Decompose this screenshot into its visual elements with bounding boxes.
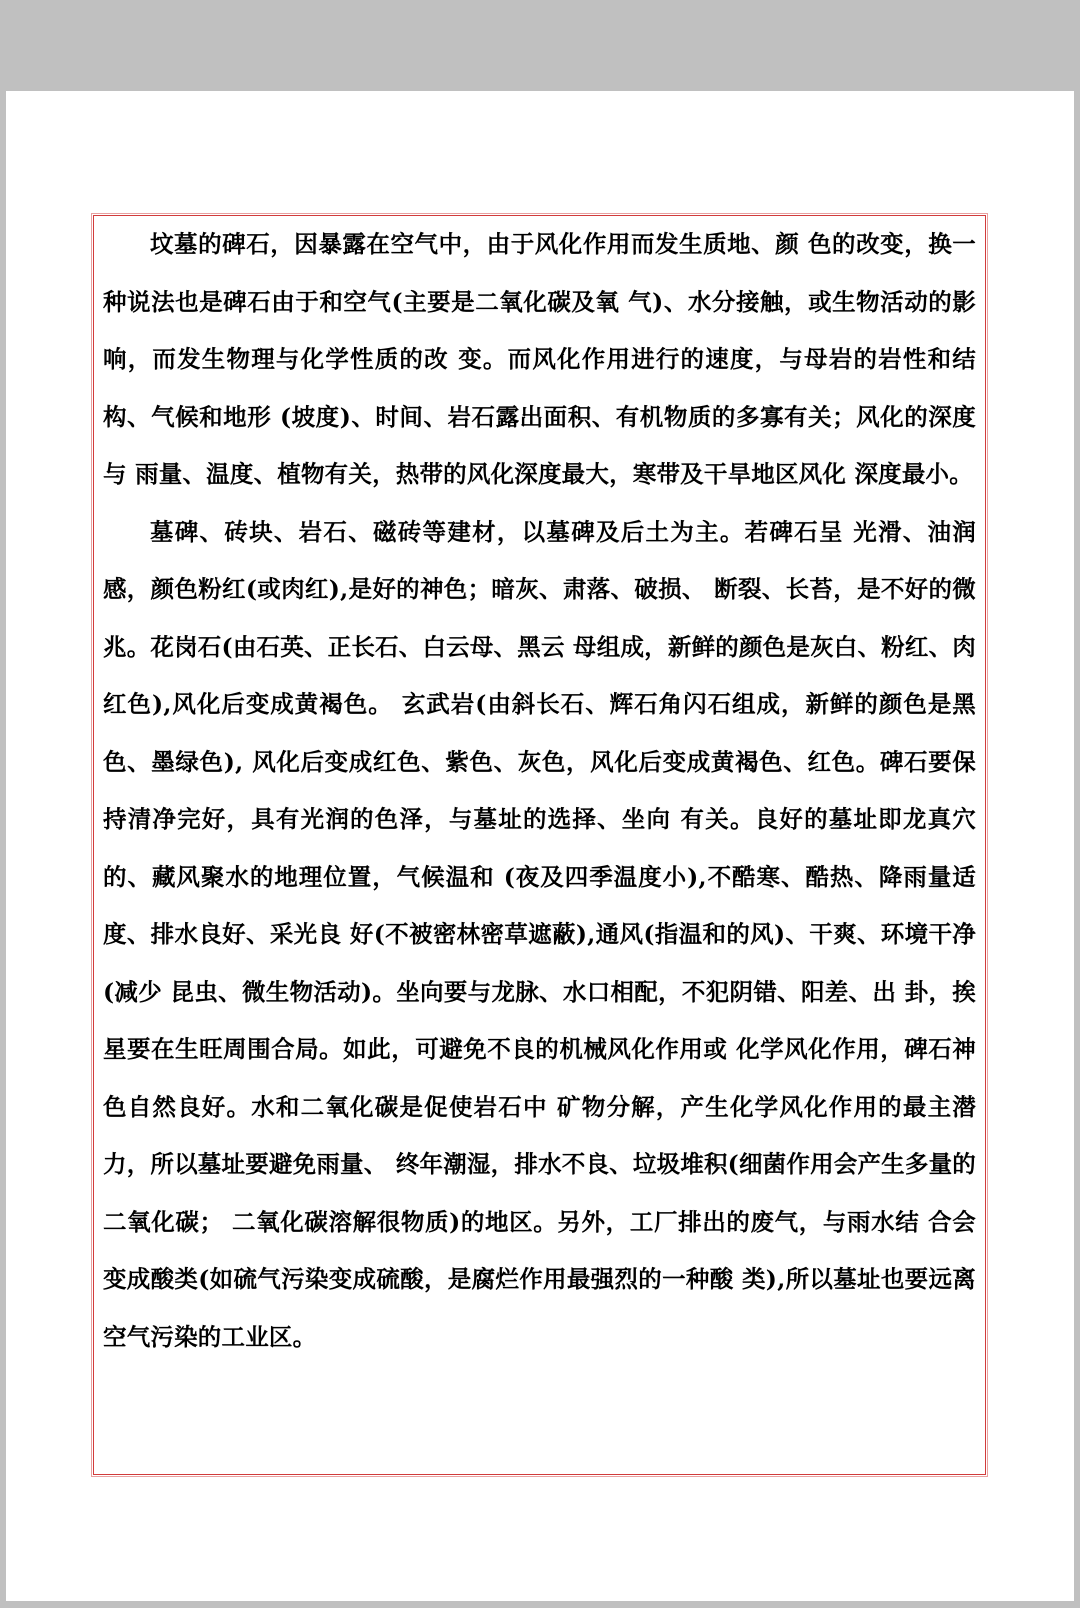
paragraph-weathering: 坟墓的碑石，因暴露在空气中，由于风化作用而发生质地、颜 色的改变，换一种说法也是碑石由于和空气(主要是二氧化碳及氧 气)、水分接触，或生物活动的影响，而发生物理与化学性质的改 变。而风化作用进行的速度，与母岩的岩性和结构、气候和地形 (坡度)、时间、岩石露出面积、有机物质的多寡有关；风化的深度与 雨量、温度、植物有关，热带的风化深度最大，寒带及干旱地区风化 深度最小。: [103, 230, 976, 488]
text-frame: [93, 215, 986, 1475]
paragraph-tombstone-materials: 墓碑、砖块、岩石、磁砖等建材，以墓碑及后土为主。若碑石呈 光滑、油润感，颜色粉红(或肉红),是好的神色；暗灰、肃落、破损、 断裂、长苔，是不好的微兆。花岗石(由石英、正长石、白云母、黑云 母组成，新鲜的颜色是灰白、粉红、肉红色),风化后变成黄褐色。 玄武岩(由斜长石、辉石角闪石组成，新鲜的颜色是黑色、墨绿色), 风化后变成红色、紫色、灰色，风化后变成黄褐色、红色。碑石要保持清净完好，具有光润的色泽，与墓址的选择、坐向 有关。良好的墓址即龙真穴的、藏风聚水的地理位置，气候温和 (夜及四季温度小),不酷寒、酷热、降雨量适度、排水良好、采光良 好(不被密林密草遮蔽),通风(指温和的风)、干爽、环境干净(减少 昆虫、微生物活动)。坐向要与龙脉、水口相配，不犯阴错、阳差、出 卦，挨星要在生旺周围合局。如此，可避免不良的机械风化作用或 化学风化作用，碑石神色自然良好。水和二氧化碳是促使岩石中 矿物分解，产生化学风化作用的最主潜力，所以墓址要避免雨量、 终年潮湿，排水不良、垃圾堆积(细菌作用会产生多量的二氧化碳； 二氧化碳溶解很物质)的地区。另外，工厂排出的废气，与雨水结 合会变成酸类(如硫气污染变成硫酸，是腐烂作用最强烈的一种酸 类),所以墓址也要远离空气污染的工业区。: [103, 517, 976, 1351]
document-page: [6, 91, 1074, 1601]
text-body: [103, 216, 976, 1366]
